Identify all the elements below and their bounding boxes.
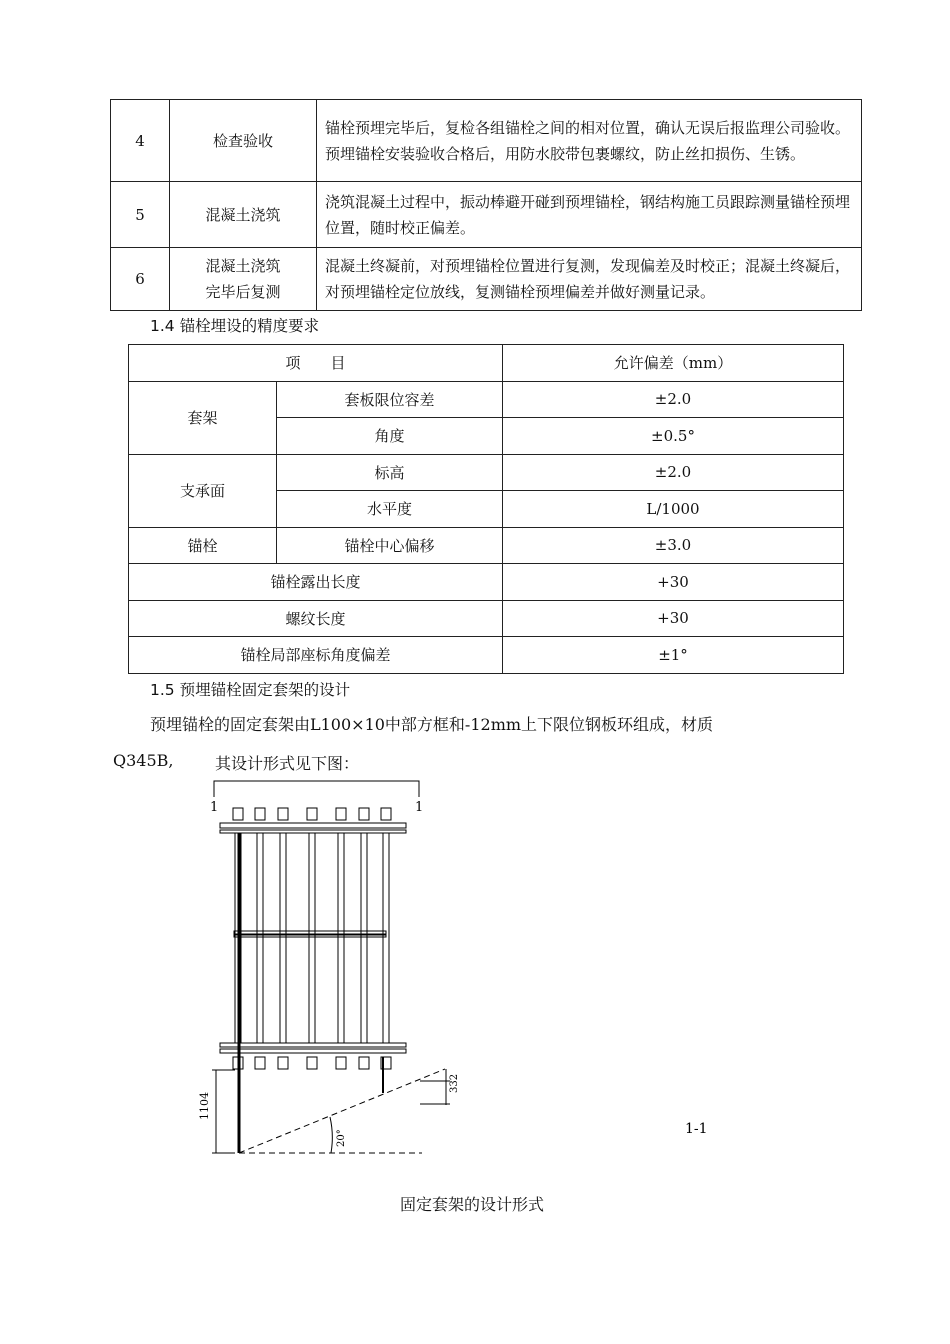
construction-steps-table: [110, 99, 862, 311]
dimension-label-332: 332: [449, 1073, 460, 1093]
table-row: [129, 454, 844, 491]
item-label: 螺纹长度: [129, 600, 503, 637]
step-number: 4: [111, 100, 170, 182]
table-row: [129, 600, 844, 637]
section-view-label: 1-1: [685, 1121, 708, 1137]
item-value: ±1°: [503, 637, 844, 674]
section-heading-1-5: 1.5 预埋锚栓固定套架的设计: [150, 681, 351, 699]
top-plate: [220, 823, 406, 828]
group-label: 套架: [129, 381, 277, 454]
item-value: ±0.5°: [503, 418, 844, 455]
item-label: 锚栓局部座标角度偏差: [129, 637, 503, 674]
item-value: +30: [503, 564, 844, 601]
anchor-frame-drawing: [190, 775, 730, 1170]
step-number: 6: [111, 248, 170, 311]
item-value: ±3.0: [503, 527, 844, 564]
column-header-item: 项 目: [129, 345, 503, 382]
anchor-bolt: [307, 808, 317, 1069]
step-number: 5: [111, 182, 170, 248]
table-row: [129, 637, 844, 674]
anchor-bolt: [359, 808, 369, 1069]
angle-arc: [330, 1117, 332, 1153]
anchor-bolt: [381, 808, 391, 1069]
dimension-1104: [212, 1070, 235, 1153]
anchor-bolt: [278, 808, 288, 1069]
paragraph-line-end: 其设计形式见下图：: [215, 754, 360, 773]
item-label: 角度: [277, 418, 503, 455]
item-value: L/1000: [503, 491, 844, 528]
item-value: ±2.0: [503, 454, 844, 491]
table-row: [129, 381, 844, 418]
table-row: [129, 527, 844, 564]
step-name: 检查验收: [170, 100, 317, 182]
step-name: [170, 248, 317, 311]
item-label: 锚栓露出长度: [129, 564, 503, 601]
anchor-bolt: [255, 808, 265, 1069]
angle-label: 20°: [336, 1129, 347, 1147]
step-name-line: 混凝土浇筑: [205, 257, 281, 275]
step-description: 混凝土终凝前，对预埋锚栓位置进行复测，发现偏差及时校正；混凝土终凝后，对预埋锚栓定位放线，复测锚栓预埋偏差并做好测量记录。: [317, 248, 862, 311]
step-name: 混凝土浇筑: [170, 182, 317, 248]
table-row: [111, 182, 862, 248]
table-row: [129, 564, 844, 601]
item-label: 套板限位容差: [277, 381, 503, 418]
section-mark-right: 1: [415, 800, 424, 815]
precision-requirements-table: [128, 344, 844, 674]
dimension-label-1104: 1104: [198, 1092, 211, 1120]
paragraph-line-start: Q345B,: [113, 751, 174, 770]
bottom-plate: [220, 1043, 406, 1047]
column-header-deviation: 允许偏差（mm）: [503, 345, 844, 382]
item-label: 标高: [277, 454, 503, 491]
item-label: 锚栓中心偏移: [277, 527, 503, 564]
anchor-bolts: [233, 808, 391, 1069]
anchor-bolt: [336, 808, 346, 1069]
table-row: [111, 100, 862, 182]
figure-caption: 固定套架的设计形式: [400, 1195, 545, 1214]
group-label: 支承面: [129, 454, 277, 527]
item-value: ±2.0: [503, 381, 844, 418]
step-name-line: 完毕后复测: [205, 283, 281, 301]
item-label: 水平度: [277, 491, 503, 528]
section-mark-left: 1: [210, 800, 219, 815]
table-header-row: [129, 345, 844, 382]
step-description: 浇筑混凝土过程中，振动棒避开碰到预埋锚栓，钢结构施工员跟踪测量锚栓预埋位置，随时校正偏差。: [317, 182, 862, 248]
section-cut-line: [214, 781, 419, 797]
table-row: [111, 248, 862, 311]
item-value: +30: [503, 600, 844, 637]
step-description: 锚栓预埋完毕后，复检各组锚栓之间的相对位置，确认无误后报监理公司验收。预埋锚栓安装验收合格后，用防水胶带包裹螺纹，防止丝扣损伤、生锈。: [317, 100, 862, 182]
group-label: 锚栓: [129, 527, 277, 564]
section-heading-1-4: 1.4 锚栓埋设的精度要求: [150, 317, 320, 335]
bottom-plate: [220, 1049, 406, 1053]
paragraph-line: 预埋锚栓的固定套架由L100×10中部方框和-12mm上下限位钢板环组成，材质: [150, 715, 714, 734]
